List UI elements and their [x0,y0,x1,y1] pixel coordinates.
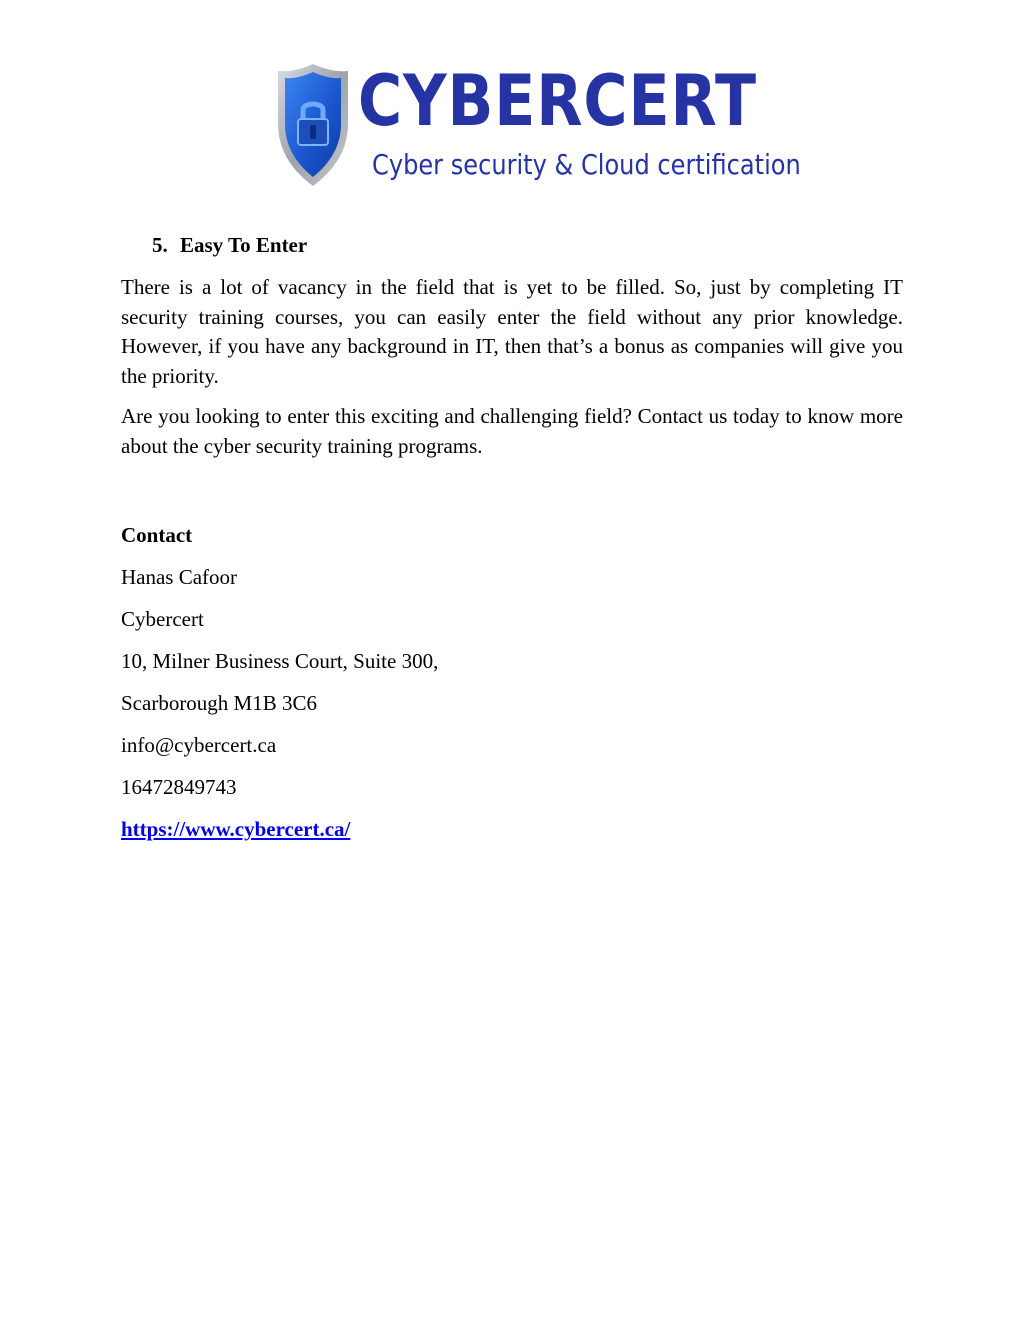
cybercert-logo [276,60,801,190]
section-heading [121,229,903,261]
section-number: 5. [152,233,168,257]
brand-name: CYBERCERT [358,60,757,142]
contact-address-line2: Scarborough M1B 3C6 [121,691,317,715]
contact-address-line1: 10, Milner Business Court, Suite 300, [121,649,439,673]
section-title: Easy To Enter [180,233,308,257]
paragraph: Are you looking to enter this exciting and challenging field? Contact us today to know more about the cyber security training programs. [121,404,903,458]
contact-website [121,813,903,845]
contact-heading: Contact [121,523,193,547]
contact-email: info@cybercert.ca [121,733,277,757]
contact-name: Hanas Cafoor [121,565,238,589]
brand-tagline: Cyber security & Cloud certification [372,148,801,181]
paragraph: There is a lot of vacancy in the field that is yet to be filled. So, just by completing IT security training courses, you can easily enter the field without any prior knowledge. However, if you have any background in IT, then that’s a bonus as companies will give you the priority. [121,275,903,388]
contact-company: Cybercert [121,607,204,631]
shield-lock-icon [276,62,350,188]
document-body [121,229,903,845]
contact-phone: 16472849743 [121,775,237,799]
website-link[interactable]: https://www.cybercert.ca/ [121,817,351,841]
